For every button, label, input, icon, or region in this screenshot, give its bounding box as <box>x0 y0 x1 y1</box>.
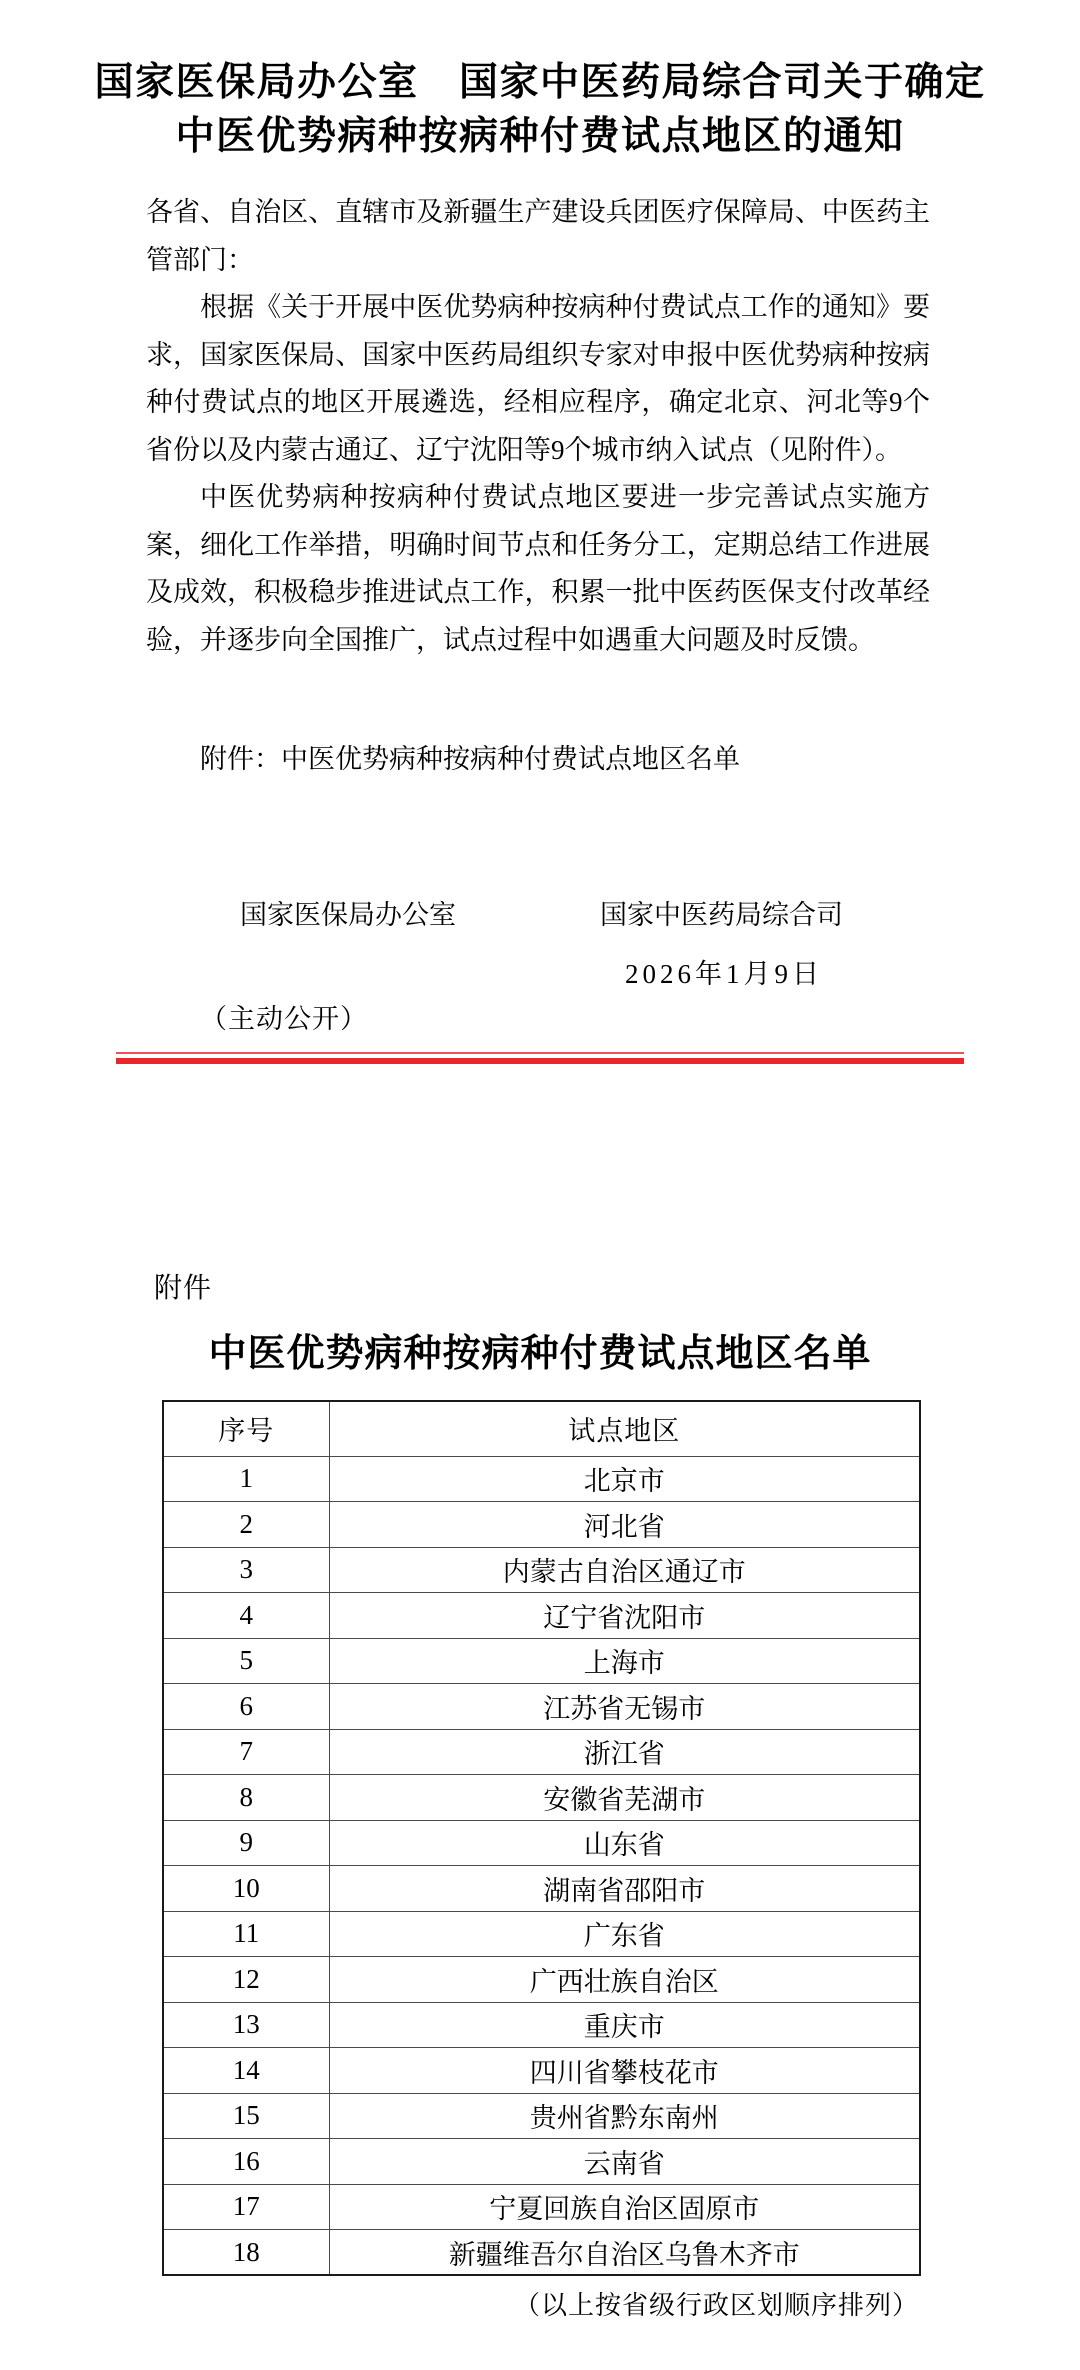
row-region-cell: 辽宁省沈阳市 <box>329 1593 920 1639</box>
table-row <box>163 1775 920 1821</box>
row-region-cell: 浙江省 <box>329 1729 920 1775</box>
body-paragraph-2: 中医优势病种按病种付费试点地区要进一步完善试点实施方案，细化工作举措，明确时间节点和任务分工，定期总结工作进展及成效，积极稳步推进试点工作，积累一批中医药医保支付改革经验，并逐步向全国推广，试点过程中如遇重大问题及时反馈。 <box>146 482 930 655</box>
row-region-cell: 江苏省无锡市 <box>329 1684 920 1730</box>
notice-title-line2: 中医优势病种按病种付费试点地区的通知 <box>175 115 905 158</box>
row-number-cell: 15 <box>163 2093 329 2139</box>
pilot-regions-table <box>162 1400 921 2276</box>
row-number-cell: 7 <box>163 1729 329 1775</box>
table-footnote: （以上按省级行政区划顺序排列） <box>513 2291 919 2320</box>
row-number-cell: 18 <box>163 2230 329 2276</box>
row-number-cell: 8 <box>163 1775 329 1821</box>
row-number-cell: 12 <box>163 1957 329 2003</box>
table-row <box>163 1911 920 1957</box>
separator-rule-thin <box>116 1052 964 1054</box>
issue-date: 2026年1月9日 <box>625 959 823 989</box>
row-number-cell: 9 <box>163 1820 329 1866</box>
row-number-cell: 17 <box>163 2184 329 2230</box>
row-region-cell: 山东省 <box>329 1820 920 1866</box>
signer-right: 国家中医药局综合司 <box>600 900 843 930</box>
table-row <box>163 2048 920 2094</box>
table-row <box>163 1866 920 1912</box>
pilot-table-body <box>163 1456 920 2275</box>
body-paragraph-1: 根据《关于开展中医优势病种按病种付费试点工作的通知》要求，国家医保局、国家中医药局组织专家对申报中医优势病种按病种付费试点的地区开展遴选，经相应程序，确定北京、河北等9个省份以及内蒙古通辽、辽宁沈阳等9个城市纳入试点（见附件）。 <box>146 292 930 465</box>
attachment-table-title: 中医优势病种按病种付费试点地区名单 <box>208 1333 872 1375</box>
table-row <box>163 2230 920 2276</box>
row-region-cell: 四川省攀枝花市 <box>329 2048 920 2094</box>
table-row <box>163 1456 920 1502</box>
table-row <box>163 2184 920 2230</box>
column-header-no: 序号 <box>163 1401 329 1456</box>
notice-title <box>0 56 1080 164</box>
signer-left: 国家医保局办公室 <box>240 900 456 930</box>
table-row <box>163 1638 920 1684</box>
disclosure-note: （主动公开） <box>200 1004 368 1034</box>
row-number-cell: 11 <box>163 1911 329 1957</box>
table-header-row <box>163 1401 920 1456</box>
notice-title-line1: 国家医保局办公室 国家中医药局综合司关于确定 <box>94 61 986 104</box>
row-region-cell: 上海市 <box>329 1638 920 1684</box>
row-region-cell: 广西壮族自治区 <box>329 1957 920 2003</box>
table-row <box>163 2002 920 2048</box>
table-row <box>163 1957 920 2003</box>
row-region-cell: 河北省 <box>329 1502 920 1548</box>
table-row <box>163 1684 920 1730</box>
row-region-cell: 新疆维吾尔自治区乌鲁木齐市 <box>329 2230 920 2276</box>
row-number-cell: 1 <box>163 1456 329 1502</box>
row-region-cell: 安徽省芜湖市 <box>329 1775 920 1821</box>
attachment-reference-line: 附件：中医优势病种按病种付费试点地区名单 <box>200 744 740 774</box>
table-row <box>163 2139 920 2185</box>
salutation: 各省、自治区、直辖市及新疆生产建设兵团医疗保障局、中医药主管部门： <box>146 197 930 275</box>
notice-body <box>146 189 930 784</box>
column-header-region: 试点地区 <box>329 1401 920 1456</box>
row-number-cell: 13 <box>163 2002 329 2048</box>
table-row <box>163 1820 920 1866</box>
separator-rule-thick <box>116 1058 964 1064</box>
row-number-cell: 14 <box>163 2048 329 2094</box>
row-number-cell: 6 <box>163 1684 329 1730</box>
table-row <box>163 1593 920 1639</box>
row-number-cell: 10 <box>163 1866 329 1912</box>
row-region-cell: 重庆市 <box>329 2002 920 2048</box>
row-number-cell: 4 <box>163 1593 329 1639</box>
row-number-cell: 2 <box>163 1502 329 1548</box>
row-region-cell: 贵州省黔东南州 <box>329 2093 920 2139</box>
table-row <box>163 1547 920 1593</box>
row-region-cell: 内蒙古自治区通辽市 <box>329 1547 920 1593</box>
row-number-cell: 3 <box>163 1547 329 1593</box>
row-number-cell: 16 <box>163 2139 329 2185</box>
row-region-cell: 云南省 <box>329 2139 920 2185</box>
table-row <box>163 1729 920 1775</box>
row-region-cell: 湖南省邵阳市 <box>329 1866 920 1912</box>
attachment-label: 附件 <box>154 1272 213 1303</box>
table-row <box>163 2093 920 2139</box>
row-region-cell: 北京市 <box>329 1456 920 1502</box>
table-row <box>163 1502 920 1548</box>
row-region-cell: 宁夏回族自治区固原市 <box>329 2184 920 2230</box>
row-region-cell: 广东省 <box>329 1911 920 1957</box>
row-number-cell: 5 <box>163 1638 329 1684</box>
